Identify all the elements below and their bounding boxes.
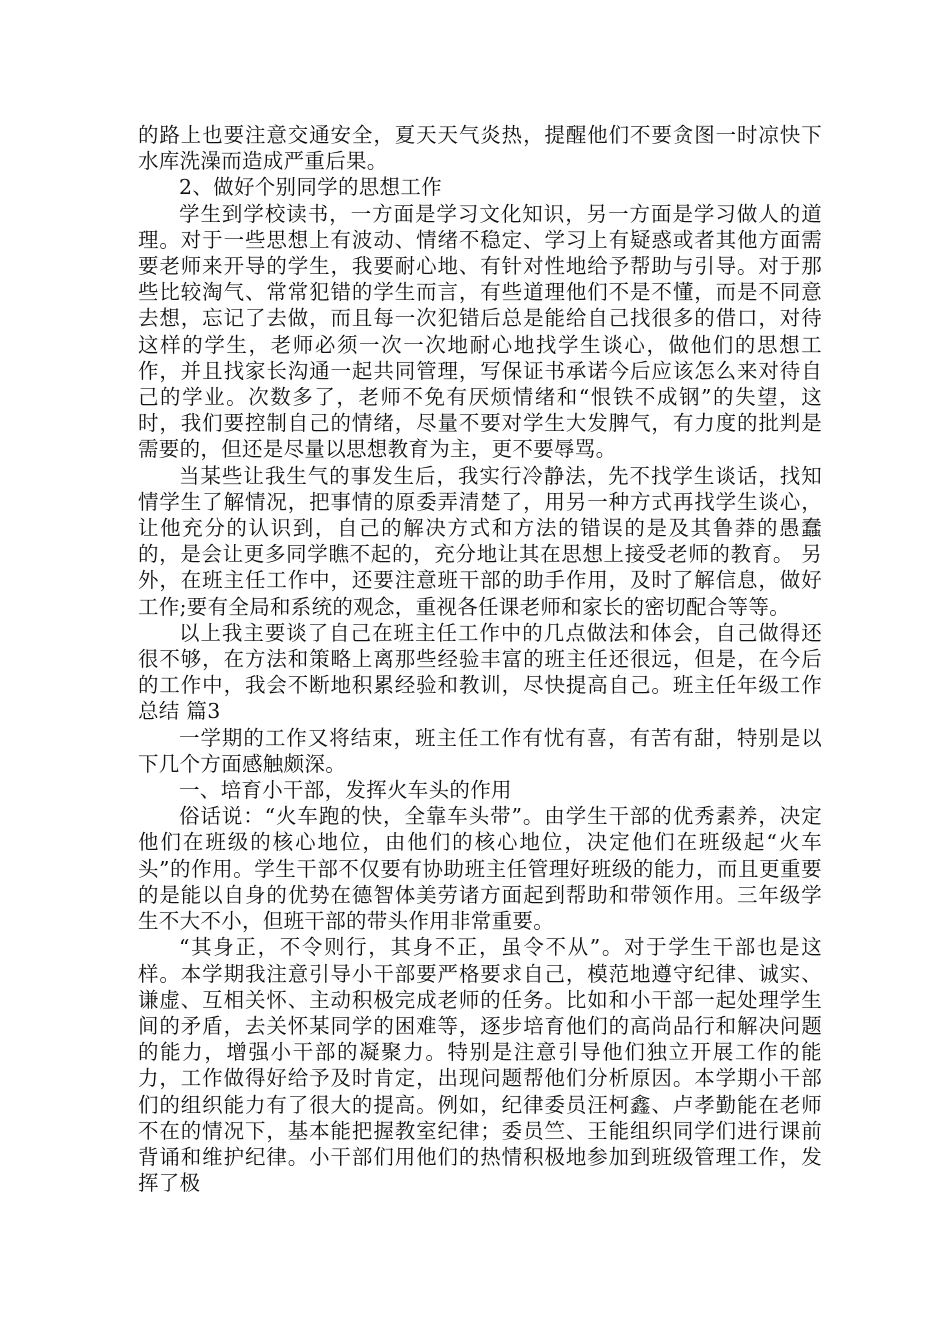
paragraph-student-learning: 学生到学校读书，一方面是学习文化知识，另一方面是学习做人的道理。对于一些思想上有波动、情绪不稳定、学习上有疑惑或者其他方面需要老师来开导的学生，我要耐心地、有针对性地给予帮助与引导。对于那些比较淘气、常常犯错的学生而言，有些道理他们不是不懂，而是不同意去想，忘记了去做，而且每一次犯错后总是能给自己找很多的借口，对待这样的学生，老师必须一次一次地耐心地找学生谈心，做他们的思想工作，并且找家长沟通一起共同管理，写保证书承诺今后应该怎么来对待自己的学业。次数多了，老师不免有厌烦情绪和“恨铁不成钢”的失望，这时，我们要控制自己的情绪，尽量不要对学生大发脾气，有力度的批判是需要的，但还是尽量以思想教育为主，更不要辱骂。 [138, 201, 822, 462]
document-body [138, 122, 822, 1196]
section-heading-individual-work: 2、做好个别同学的思想工作 [179, 175, 442, 200]
paragraph-lead-by-example: “其身正，不令则行，其身不正，虽令不从”。对于学生干部也是这样。本学期我注意引导小干部要严格要求自己，模范地遵守纪律、诚实、谦虚、互相关怀、主动积极完成老师的任务。比如和小干部一起处理学生间的矛盾，去关怀某同学的困难等，逐步培育他们的高尚品行和解决问题的能力，增强小干部的凝聚力。特别是注意引导他们独立开展工作的能力，工作做得好给予及时肯定，出现问题帮他们分析原因。本学期小干部们的组织能力有了很大的提高。例如，纪律委员汪柯鑫、卢孝勤能在老师不在的情况下，基本能把握教室纪律；委员竺、王能组织同学们进行课前背诵和维护纪律。小干部们用他们的热情积极地参加到班级管理工作，发挥了极 [138, 935, 822, 1196]
paragraph-continuation: 的路上也要注意交通安全，夏天天气炎热，提醒他们不要贪图一时凉快下水库洗澡而造成严重后果。 [138, 123, 822, 174]
section-heading-cadres: 一、培育小干部，发挥火车头的作用 [179, 778, 512, 803]
paragraph-calm-method: 当某些让我生气的事发生后，我实行冷静法，先不找学生谈话，找知情学生了解情况，把事情的原委弄清楚了，用另一种方式再找学生谈心，让他充分的认识到，自己的解决方式和方法的错误的是及其鲁莽的愚蠢的，是会让更多同学瞧不起的，充分地让其在思想上接受老师的教育。 另外，在班主任工作中，还要注意班干部的助手作用，及时了解信息，做好工作;要有全局和系统的观念，重视各任课老师和家长的密切配合等等。 [138, 463, 822, 619]
paragraph-proverb: 俗话说：“火车跑的快，全靠车头带”。由学生干部的优秀素养，决定他们在班级的核心地位，由他们的核心地位，决定他们在班级起“火车头”的作用。学生干部不仅要有协助班主任管理好班级的能力，而且更重要的是能以自身的优势在德智体美劳诸方面起到帮助和带领作用。三年级学生不大不小，但班干部的带头作用非常重要。 [138, 804, 822, 934]
paragraph-summary: 以上我主要谈了自己在班主任工作中的几点做法和体会，自己做得还很不够，在方法和策略上离那些经验丰富的班主任还很远，但是，在今后的工作中，我会不断地积累经验和教训，尽快提高自己。班主任年级工作总结 篇3 [138, 620, 822, 724]
paragraph-semester-intro: 一学期的工作又将结束，班主任工作有忧有喜，有苦有甜，特别是以下几个方面感触颇深。 [138, 725, 822, 776]
